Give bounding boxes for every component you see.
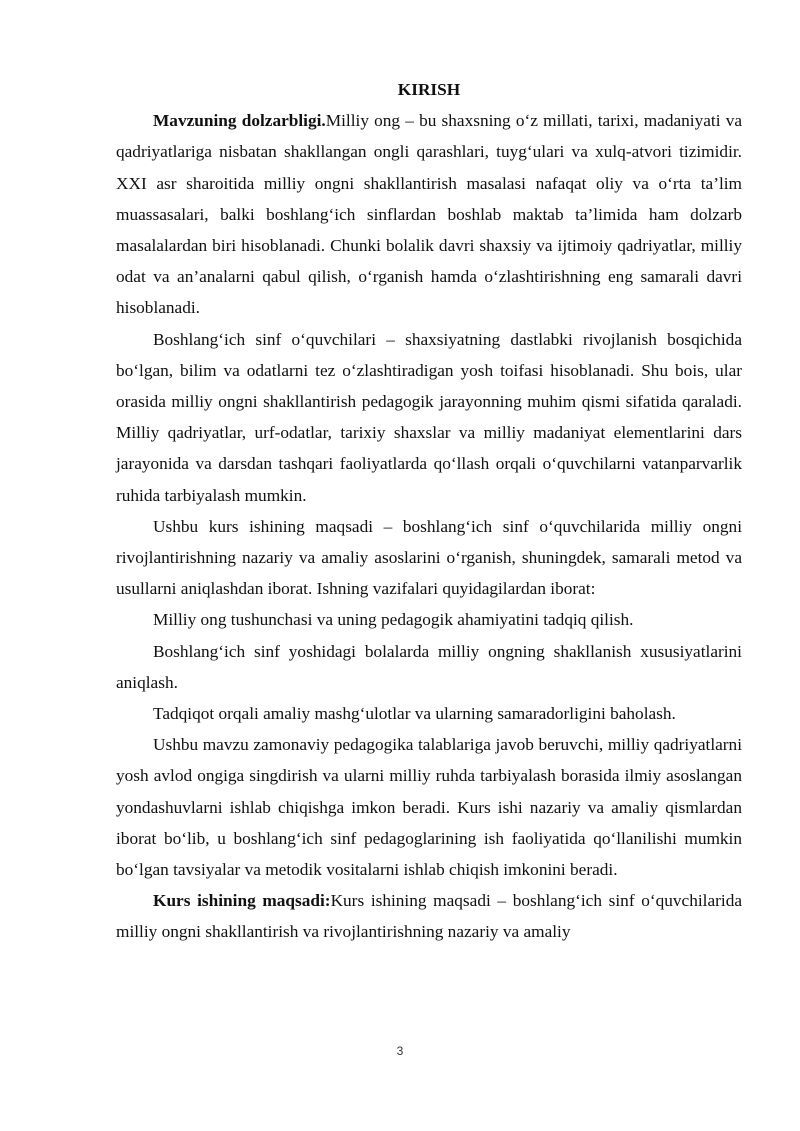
section-heading: KIRISH: [397, 80, 461, 99]
task-item-2: Boshlang‘ich sinf yoshidagi bolalarda milliy ongning shakllanish xususiyatlarini aniqlash.: [116, 641, 742, 692]
paragraph-pupils: Boshlang‘ich sinf o‘quvchilari – shaxsiyatning dastlabki rivojlanish bosqichida bo‘lgan, bilim va odatlarni tez o‘zlashtiradigan yosh toifasi hisoblanadi. Shu bois, ular orasida milliy ongni shakllantirish pedagogik jarayonning muhim qismi sifatida qaraladi. Milliy qadriyatlar, urf-odatlar, tarixiy shaxslar va milliy madaniyat elementlarini dars jarayonida va darsdan tashqari faoliyatlarda qo‘llash orqali o‘quvchilarni vatanparvarlik ruhida tarbiyalash mumkin.: [116, 329, 742, 505]
course-goal-lead: Kurs ishining maqsadi:: [153, 891, 331, 911]
paragraph-relevance: [116, 105, 742, 323]
course-goal-text: Kurs ishining maqsadi – boshlang‘ich sinf o‘quvchilarida milliy ongni shakllantirish va rivojlantirishning nazariy va amaliy: [116, 891, 743, 942]
paragraph-significance: Ushbu mavzu zamonaviy pedagogika talablariga javob beruvchi, milliy qadriyatlarni yosh avlod ongiga singdirish va ularni milliy ruhda tarbiyalash borasida ilmiy asoslangan yondashuvlarni ishlab chiqishga imkon beradi. Kurs ishi nazariy va amaliy qismlardan iborat bo‘lib, u boshlang‘ich sinf pedagoglarining ish faoliyatida qo‘llanilishi mumkin bo‘lgan tavsiyalar va metodik vositalarni ishlab chiqish imkonini beradi.: [116, 735, 742, 880]
page-body: [116, 74, 742, 948]
task-item-1: Milliy ong tushunchasi va uning pedagogik ahamiyatini tadqiq qilish.: [153, 610, 634, 630]
paragraph-purpose: Ushbu kurs ishining maqsadi – boshlang‘ich sinf o‘quvchilarida milliy ongni rivojlantirishning nazariy va amaliy asoslarini o‘rganish, shuningdek, samarali metod va usullarni aniqlashdan iborat. Ishning vazifalari quyidagilardan iborat:: [116, 516, 742, 599]
relevance-text: Milliy ong – bu shaxsning o‘z millati, tarixi, madaniyati va qadriyatlariga nisbatan shakllangan ongli qarashlari, tuyg‘ulari va xulq-atvori tizimidir. XXI asr sharoitida milliy ongni shakllantirish masalasi nafaqat oliy va o‘rta ta’lim muassasalari, balki boshlang‘ich sinflardan boshlab maktab ta’limida ham dolzarb masalalardan biri hisoblanadi. Chunki bolalik davri shaxsiy va ijtimoiy qadriyatlar, milliy odat va an’analarni qabul qilish, o‘rganish hamda o‘zlashtirishning eng samarali davri hisoblanadi.: [116, 111, 743, 318]
page-number: 3: [396, 1044, 404, 1058]
task-item-3: Tadqiqot orqali amaliy mashg‘ulotlar va ularning samaradorligini baholash.: [153, 704, 676, 724]
relevance-lead: Mavzuning dolzarbligi.: [153, 111, 326, 131]
paragraph-course-goal: [116, 885, 742, 947]
